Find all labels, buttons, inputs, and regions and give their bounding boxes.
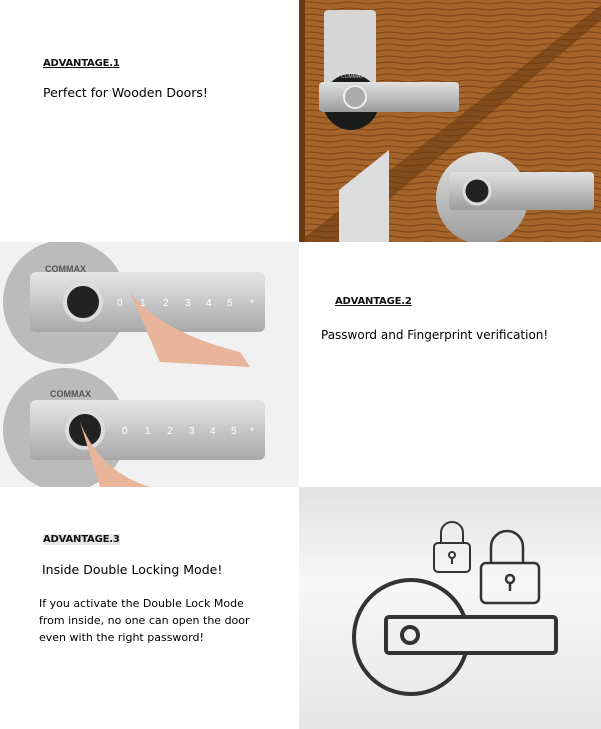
advantage-2-title: Password and Fingerprint verification! bbox=[321, 328, 549, 342]
advantage-3-title: Inside Double Locking Mode! bbox=[42, 562, 223, 577]
svg-text:1: 1 bbox=[140, 298, 146, 309]
svg-text:*: * bbox=[250, 298, 254, 309]
brand-logo: COMMAX bbox=[45, 264, 86, 274]
advantage-3-panel bbox=[0, 487, 299, 729]
svg-text:5: 5 bbox=[227, 298, 233, 309]
advantage-1-title: Perfect for Wooden Doors! bbox=[43, 85, 208, 100]
advantage-3-label: ADVANTAGE.3 bbox=[43, 534, 120, 545]
svg-text:4: 4 bbox=[206, 298, 212, 309]
advantage-1-label: ADVANTAGE.1 bbox=[43, 58, 120, 69]
svg-text:3: 3 bbox=[185, 298, 191, 309]
advantage-3-description: If you activate the Double Lock Mode from inside, no one can open the door even with the right password! bbox=[39, 597, 250, 644]
svg-text:2: 2 bbox=[167, 426, 173, 437]
advantage-2-label: ADVANTAGE.2 bbox=[335, 296, 412, 307]
fingerprint-lock-illustration bbox=[0, 242, 299, 487]
svg-text:0: 0 bbox=[122, 426, 128, 437]
svg-text:1: 1 bbox=[145, 426, 151, 437]
advantage-2-panel bbox=[299, 242, 601, 487]
svg-text:3: 3 bbox=[189, 426, 195, 437]
fingerprint-photo bbox=[0, 242, 299, 487]
brand-logo: COMMAX bbox=[50, 389, 91, 399]
svg-text:2: 2 bbox=[163, 298, 169, 309]
double-lock-icon bbox=[299, 487, 601, 729]
svg-text:5: 5 bbox=[231, 426, 237, 437]
double-lock-icon-panel bbox=[299, 487, 601, 729]
door-lock-illustration bbox=[299, 0, 601, 242]
svg-text:0: 0 bbox=[117, 298, 123, 309]
brand-logo: COMMAX bbox=[341, 74, 364, 80]
small-padlock-icon bbox=[434, 522, 470, 572]
wooden-door-photo bbox=[299, 0, 601, 242]
advantage-1-panel bbox=[0, 0, 299, 242]
svg-text:4: 4 bbox=[210, 426, 216, 437]
svg-text:*: * bbox=[250, 426, 254, 437]
large-padlock-icon bbox=[481, 531, 539, 603]
